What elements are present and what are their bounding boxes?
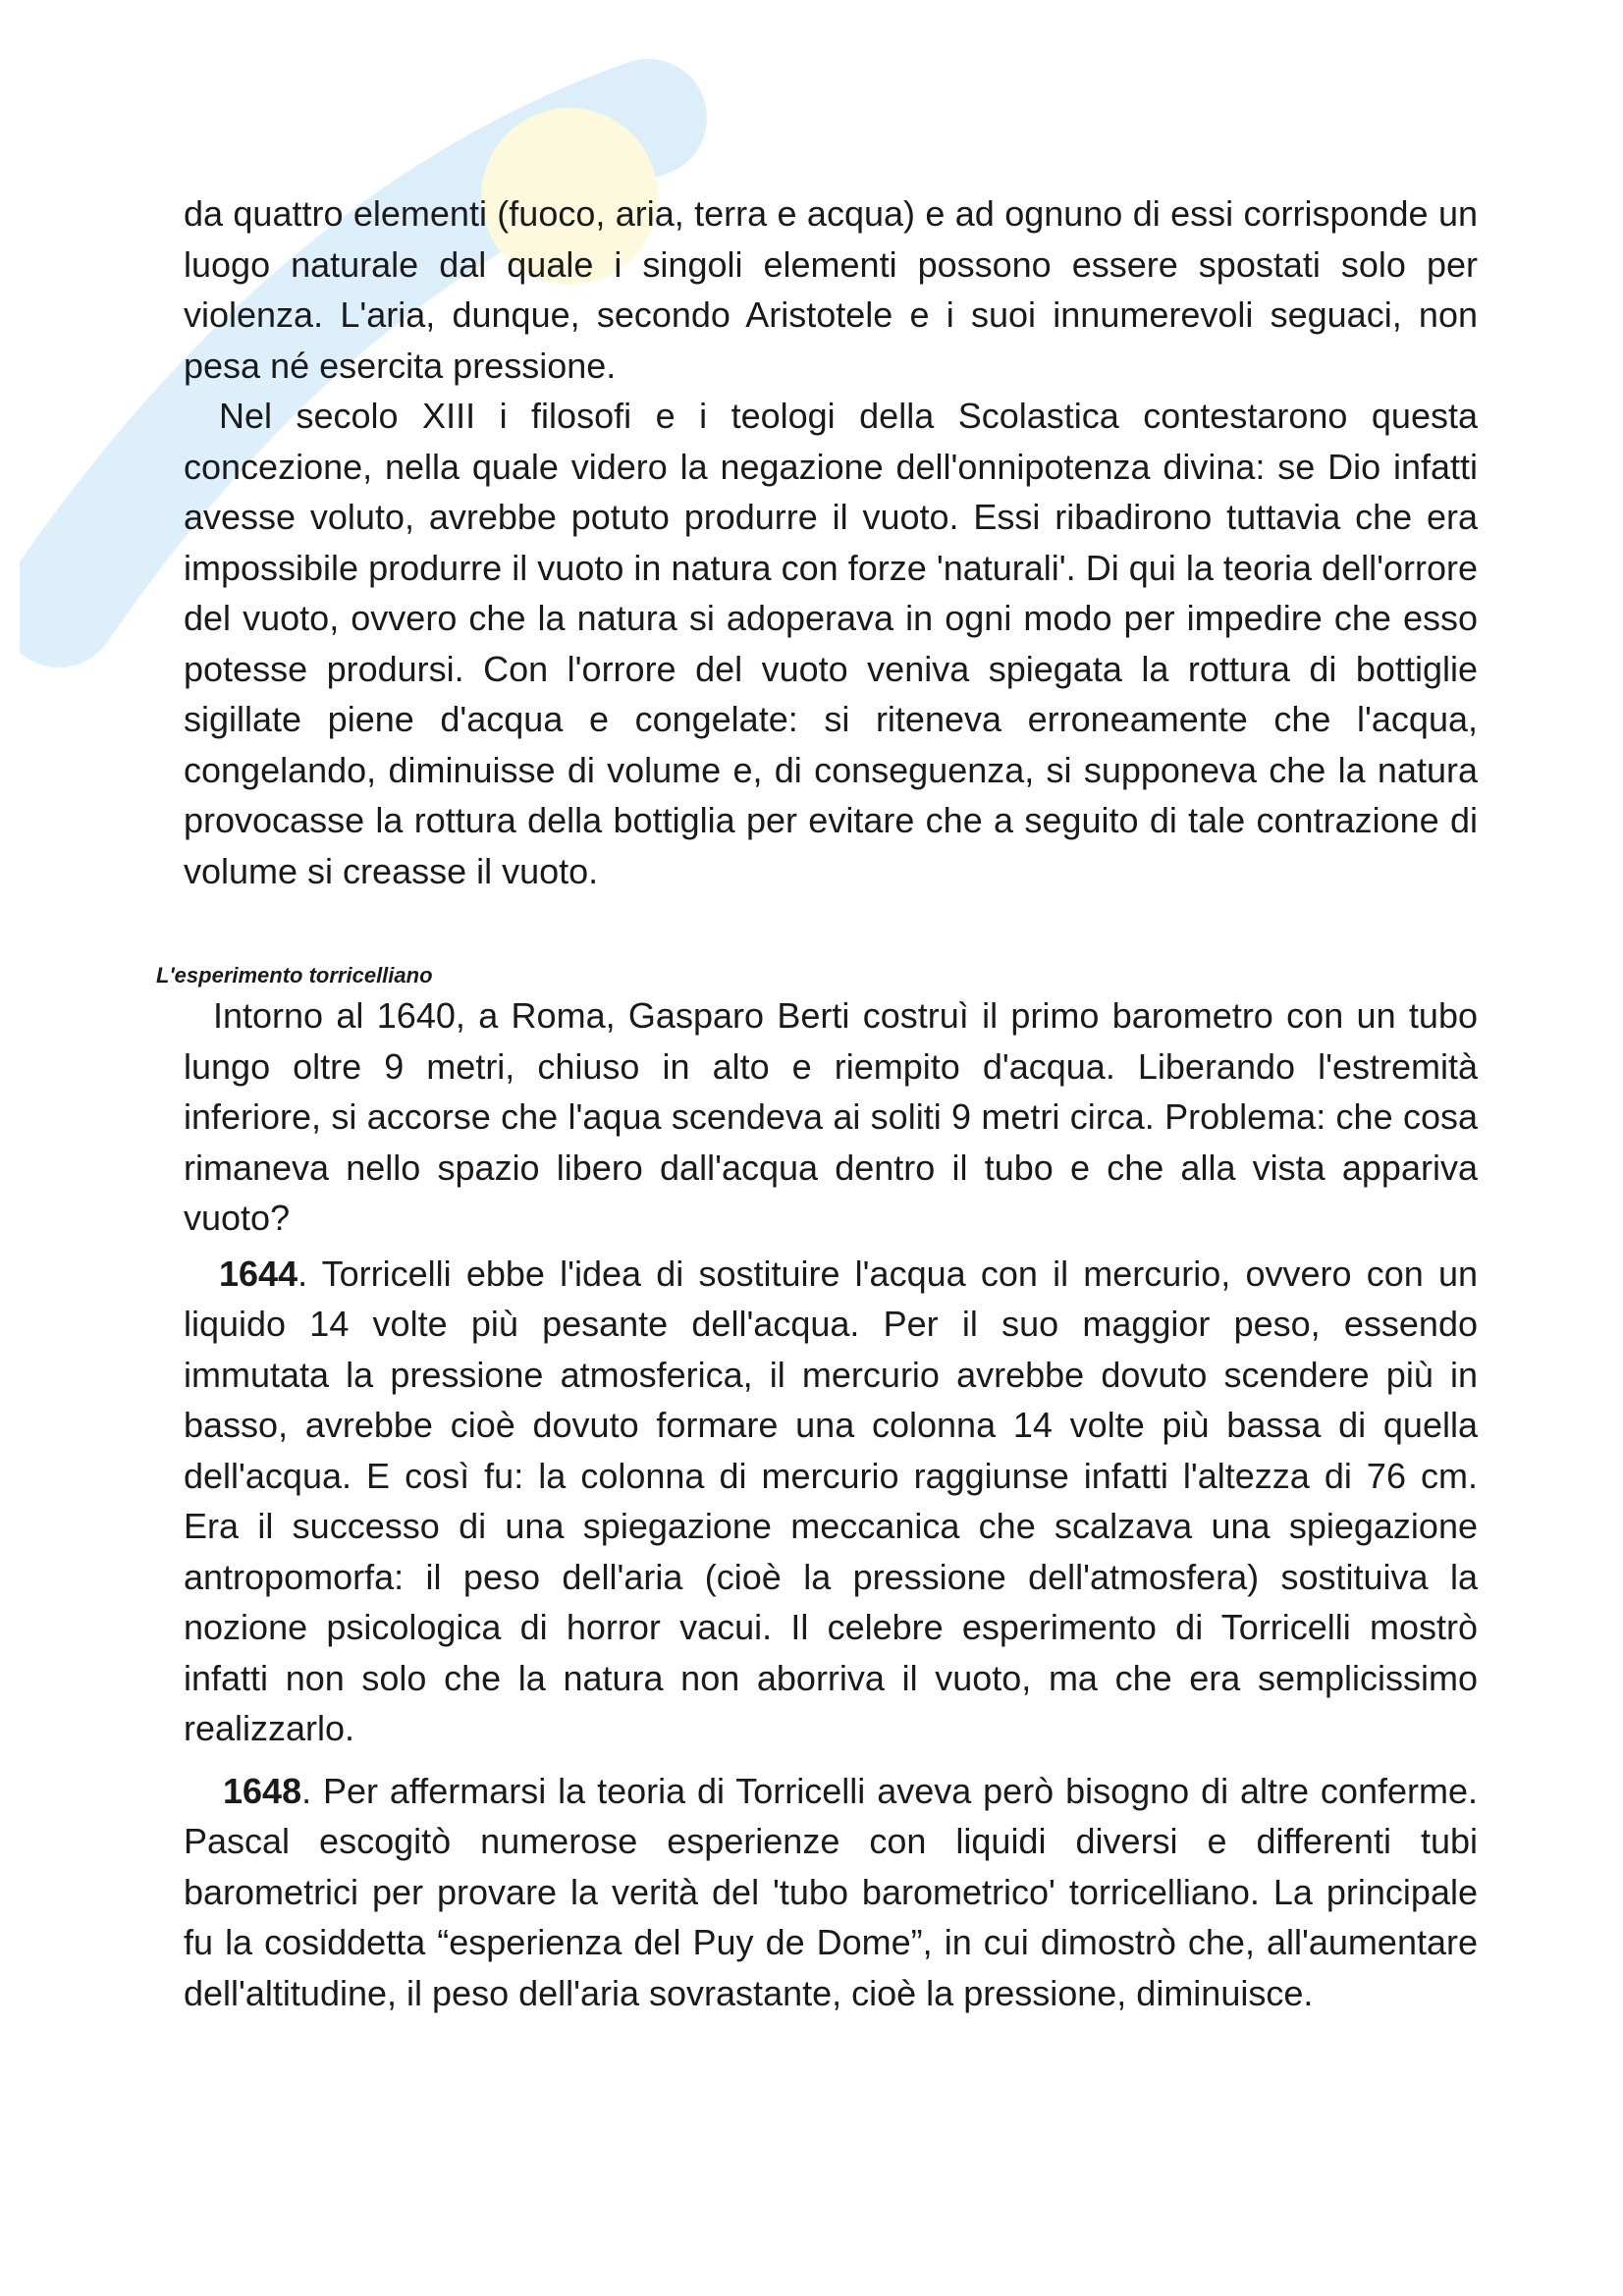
year-1648: 1648 [223,1770,302,1811]
paragraph-1644 [184,1249,1478,1754]
spacer [184,896,1478,961]
year-1644: 1644 [219,1253,298,1294]
paragraph-aristotle: da quattro elementi (fuoco, aria, terra e acqua) e ad ognuno di essi corrisponde un luogo naturale dal quale i singoli elementi possono essere spostati solo per violenza. L'aria, dunque, secondo Aristotele e i suoi innumerevoli seguaci, non pesa né esercita pressione. [184,193,1478,386]
paragraph-scolastica: Nel secolo XIII i filosofi e i teologi della Scolastica contestarono questa concezione, nella quale videro la negazione dell'onnipotenza divina: se Dio infatti avesse voluto, avrebbe potuto produrre il vuoto. Essi ribadirono tuttavia che era impossibile produrre il vuoto in natura con forze 'naturali'. Di qui la teoria dell'orrore del vuoto, ovvero che la natura si adoperava in ogni modo per impedire che esso potesse prodursi. Con l'orrore del vuoto veniva spiegata la rottura di bottiglie sigillate piene d'acqua e congelate: si riteneva erroneamente che l'acqua, congelando, diminuisse di volume e, di conseguenza, si supponeva che la natura provocasse la rottura della bottiglia per evitare che a seguito di tale contrazione di volume si creasse il vuoto. [184,396,1478,891]
paragraph-1648-text: . Per affermarsi la teoria di Torricelli aveva però bisogno di altre conferme. Pascal escogitò numerose esperienze con liquidi diversi e differenti tubi barometrici per provare la verità del 'tubo barometrico' torricelliano. La principale fu la cosiddetta “esperienza del Puy de Dome”, in cui dimostrò che, all'aumentare dell'altitudine, il peso dell'aria sovrastante, cioè la pressione, diminuisce. [184,1770,1478,2013]
spacer [184,1754,1478,1766]
paragraph-berti: Intorno al 1640, a Roma, Gasparo Berti costruì il primo barometro con un tubo lungo oltre 9 metri, chiuso in alto e riempito d'acqua. Liberando l'estremità inferiore, si accorse che l'aqua scendeva ai soliti 9 metri circa. Problema: che cosa rimaneva nello spazio libero dall'acqua dentro il tubo e che alla vista appariva vuoto? [184,995,1478,1238]
paragraph-1648 [184,1766,1478,2019]
document-page [156,188,1478,2018]
paragraph-1644-text: . Torricelli ebbe l'idea di sostituire l'acqua con il mercurio, ovvero con un liquido 14 volte più pesante dell'acqua. Per il suo maggior peso, essendo immutata la pressione atmosferica, il mercurio avrebbe dovuto scendere più in basso, avrebbe cioè dovuto formare una colonna 14 volte più bassa di quella dell'acqua. E così fu: la colonna di mercurio raggiunse infatti l'altezza di 76 cm. Era il successo di una spiegazione meccanica che scalzava una spiegazione antropomorfa: il peso dell'aria (cioè la pressione dell'atmosfera) sostituiva la nozione psicologica di horror vacui. Il celebre esperimento di Torricelli mostrò infatti non solo che la natura non aborriva il vuoto, ma che era semplicissimo realizzarlo. [184,1253,1478,1748]
section-title: L'esperimento torricelliano [156,963,433,988]
